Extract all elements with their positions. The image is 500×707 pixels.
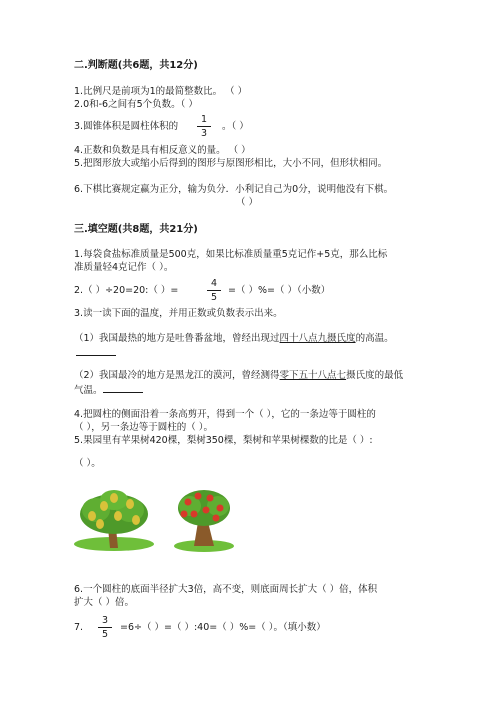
fill-question-5-line2: （ ）。 <box>74 458 101 469</box>
answer-blank-3b <box>103 383 143 393</box>
fill-question-3: 3.读一读下面的温度，并用正数或负数表示出来。 <box>74 308 283 319</box>
fill-question-6-line2: 扩大（ ）倍。 <box>74 597 135 608</box>
fraction-numerator: 1 <box>197 114 211 127</box>
question-3a-underlined: 四十八点九摄氏度 <box>279 333 356 344</box>
question-3-answer: 。（ ） <box>222 121 249 132</box>
fraction-denominator: 3 <box>200 128 208 139</box>
question-3-text: 3.圆锥体积是圆柱体积的 <box>74 121 179 132</box>
judgment-question-6: 6.下棋比赛规定赢为正分，输为负分．小利记自己为0分，说明他没有下棋。 <box>74 184 394 195</box>
fill-question-2: 2.（ ）÷20=20:（ ）= <box>74 285 179 296</box>
judgment-question-4: 4.正数和负数是具有相反意义的量。 （ ） <box>74 145 251 156</box>
fill-question-6: 6.一个圆柱的底面半径扩大3倍，高不变，则底面周长扩大（ ）倍，体积 <box>74 584 378 595</box>
fill-question-5: 5.果园里有苹果树420棵，梨树350棵，梨树和苹果树棵数的比是（ ）: <box>74 435 373 446</box>
judgment-question-1: 1.比例尺是前项为1的最简整数比。 （ ） <box>74 86 248 97</box>
section-heading-judgment: 二.判断题(共6题，共12分) <box>74 60 198 71</box>
fraction-four-fifths <box>207 278 221 303</box>
fill-question-3a <box>74 333 394 345</box>
fraction-one-third <box>197 114 211 139</box>
fill-question-7-rest: =6÷（ ）=（ ）:40=（ ）%=（ ）。（填小数） <box>120 622 326 633</box>
fraction-denominator: 5 <box>101 629 109 640</box>
fill-question-4-line2: （ ），另一条边等于圆柱的（ ）。 <box>74 422 214 433</box>
fraction-denominator: 5 <box>210 292 218 303</box>
question-3b-end: 摄氏度的最低 <box>346 370 404 381</box>
question-3a-text: （1）我国最热的地方是吐鲁番盆地，曾经出现过 <box>74 333 280 344</box>
judgment-question-6-answer: （ ） <box>236 197 259 208</box>
fill-question-2-rest: =（ ）%=（ ）（小数） <box>228 285 331 296</box>
fraction-numerator: 3 <box>98 615 112 628</box>
question-3b-underlined: 零下五十八点七 <box>279 370 347 381</box>
fill-question-3b-line2 <box>74 383 143 397</box>
fill-question-1: 1.每袋食盐标准质量是500克，如果比标准质量重5克记作+5克，那么比标 <box>74 249 388 260</box>
fill-question-1-line2: 准质量轻4克记作（ ）。 <box>74 262 174 273</box>
fraction-numerator: 4 <box>207 278 221 291</box>
question-3b-line2-text: 气温。 <box>74 385 103 396</box>
apple-tree-icon <box>174 490 234 552</box>
fill-question-4: 4.把圆柱的侧面沿着一条高剪开，得到一个（ ），它的一条边等于圆柱的 <box>74 409 376 420</box>
judgment-question-5: 5.把图形放大或缩小后得到的图形与原图形相比，大小不同，但形状相同。 <box>74 158 388 169</box>
question-3a-end: 的高温。 <box>355 333 394 344</box>
fruit-trees-illustration <box>74 486 234 552</box>
answer-blank-3a <box>76 355 116 356</box>
fill-question-3b <box>74 370 403 382</box>
question-3b-text: （2）我国最冷的地方是黑龙江的漠河，曾经测得 <box>74 370 280 381</box>
judgment-question-3 <box>74 121 178 133</box>
judgment-question-2: 2.0和-6之间有5个负数。（ ） <box>74 99 198 110</box>
pear-tree-icon <box>74 490 154 551</box>
fill-question-7: 7. <box>74 622 84 633</box>
section-heading-fill: 三.填空题(共8题，共21分) <box>74 224 198 235</box>
fraction-three-fifths <box>98 615 112 640</box>
